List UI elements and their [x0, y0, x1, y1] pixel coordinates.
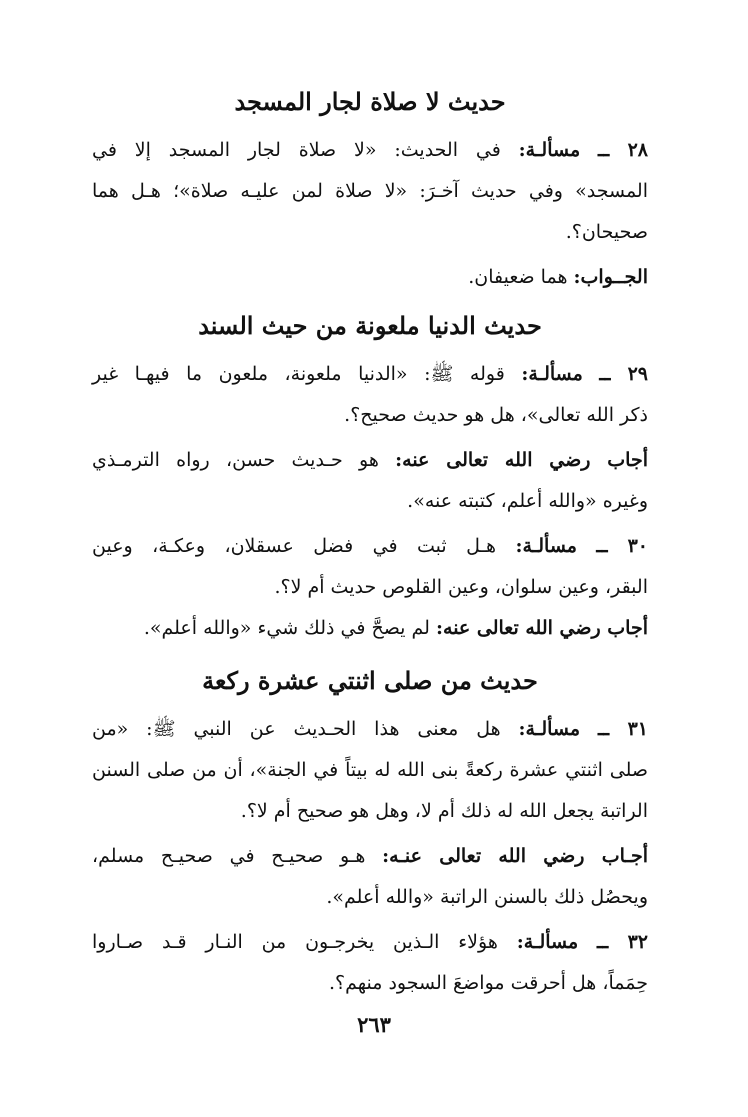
question-31 [92, 709, 648, 832]
question-text-line: قوله ﷺ: «الدنيا ملعونة، ملعون ما فيهـا غير [92, 363, 505, 385]
answer-30 [92, 608, 648, 649]
question-label: مسألـة: [515, 535, 577, 557]
question-29 [92, 354, 648, 436]
answer-label: أجـاب رضي الله تعالى عنـه: [382, 845, 648, 867]
question-label: مسألـة: [516, 931, 579, 953]
question-text-line: ذكر الله تعالى»، هل هو حديث صحيح؟. [344, 404, 648, 426]
answer-label: الجــواب: [573, 266, 648, 288]
question-text-line: في الحديث: «لا صلاة لجار المسجد إلا في [92, 139, 501, 161]
question-text-line: هل معنى هذا الحـديث عن النبي ﷺ: «من [92, 718, 501, 740]
answer-text: لم يصحَّ في ذلك شيء «والله أعلم». [143, 617, 430, 639]
question-label: مسألـة: [518, 718, 581, 740]
question-text-line: البقر، وعين سلوان، وعين القلوص حديث أم لا؟. [274, 576, 648, 598]
question-32 [92, 922, 648, 1004]
answer-label: أجاب رضي الله تعالى عنه: [395, 449, 648, 471]
question-number: ٣٠ ــ [596, 535, 648, 557]
answer-label: أجاب رضي الله تعالى عنه: [436, 617, 648, 639]
answer-28 [92, 257, 648, 298]
question-text-line: هؤلاء الـذين يخرجـون من النـار قـد صـاروا [92, 931, 498, 953]
answer-29 [92, 440, 648, 522]
question-label: مسألـة: [518, 139, 581, 161]
answer-text-line: هـو صحيـح في صحيـح مسلم، [92, 845, 366, 867]
question-text-line: المسجد» وفي حديث آخـرَ: «لا صلاة لمن عليـه صلاة»؛ هـل هما [92, 180, 648, 202]
section-heading: حديث لا صلاة لجار المسجد [234, 87, 506, 116]
question-text-line: الراتبة يجعل الله له ذلك أم لا، وهل هو صحيح أم لا؟. [240, 800, 648, 822]
answer-31 [92, 836, 648, 918]
question-label: مسألـة: [521, 363, 583, 385]
question-number: ٢٨ ــ [598, 139, 649, 161]
question-28 [92, 130, 648, 253]
question-text-line: صلى اثنتي عشرة ركعةً بنى الله له بيتاً في الجنة»، أن من صلى السنن [92, 759, 648, 781]
answer-text-line: وغيره «والله أعلم، كتبته عنه». [407, 490, 648, 512]
question-text-line: حِمَماً، هل أحرقت مواضعَ السجود منهم؟. [328, 972, 648, 994]
page-number: ٢٦٣ [357, 1012, 391, 1037]
section-heading: حديث الدنيا ملعونة من حيث السند [198, 311, 542, 340]
question-30 [92, 526, 648, 608]
question-number: ٣٢ ــ [597, 931, 648, 953]
question-text-line: هـل ثبت في فضل عسقلان، وعكـة، وعين [92, 535, 497, 557]
question-number: ٢٩ ــ [599, 363, 648, 385]
question-number: ٣١ ــ [597, 718, 648, 740]
answer-text: هما ضعيفان. [468, 266, 568, 288]
section-heading: حديث من صلى اثنتي عشرة ركعة [202, 666, 538, 695]
page-body [92, 78, 648, 1004]
answer-text-line: ويحصُل ذلك بالسنن الراتبة «والله أعلم». [326, 886, 648, 908]
question-text-line: صحيحان؟. [565, 221, 648, 243]
answer-text-line: هو حـديث حسن، رواه الترمـذي [92, 449, 379, 471]
